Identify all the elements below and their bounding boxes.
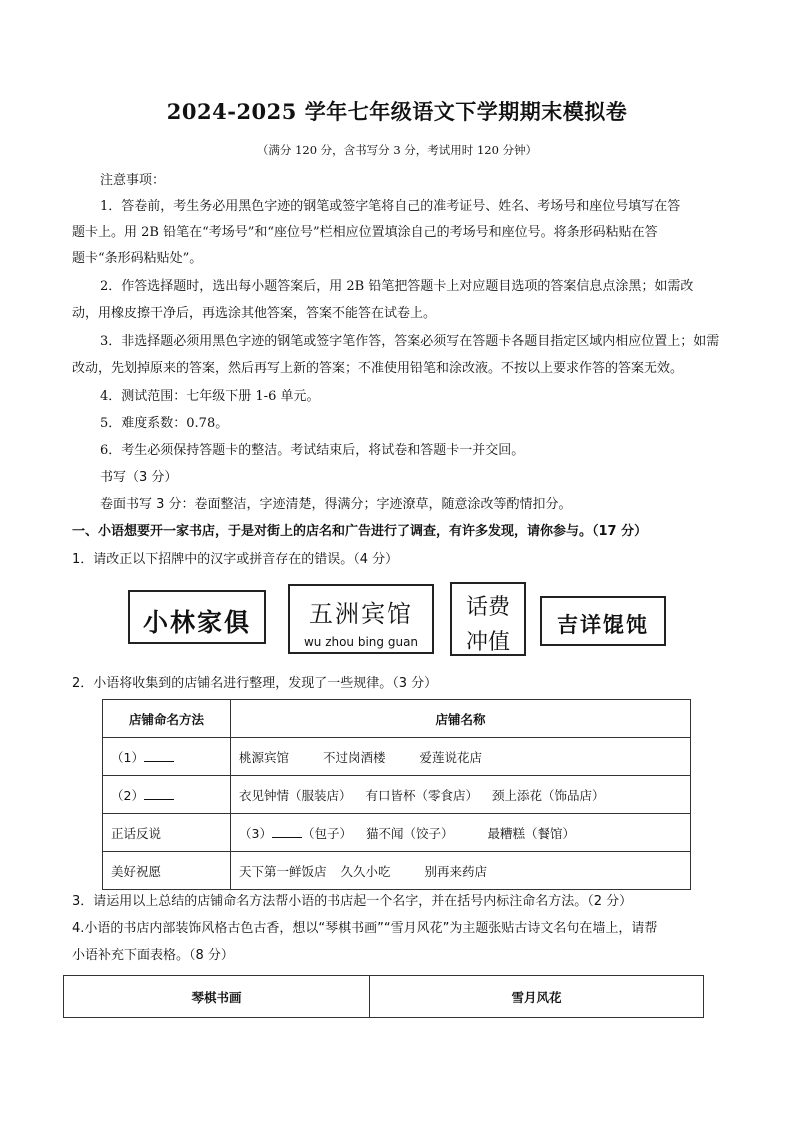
table-cell xyxy=(231,814,691,852)
store-name: （包子） xyxy=(301,825,352,841)
table-row xyxy=(103,776,691,814)
answer-blank[interactable] xyxy=(144,749,174,762)
poem-table xyxy=(63,975,704,1018)
sign-wonton xyxy=(540,596,666,646)
store-name: 桃源宾馆 xyxy=(239,749,290,765)
store-name: 别再来药店 xyxy=(424,863,488,879)
section1-heading: 一、小语想要开一家书店，于是对街上的店名和广告进行了调查，有许多发现，请你参与。（17 分） xyxy=(72,524,648,539)
store-name: 衣见钟情（服装店） xyxy=(239,787,352,803)
sign-text: 小林家俱 xyxy=(142,608,251,637)
notice-line: 6．考生必须保持答题卡的整洁。考试结束后，将试卷和答题卡一并交回。 xyxy=(100,443,525,458)
notice-heading: 注意事项： xyxy=(100,173,166,188)
signboards xyxy=(120,576,676,664)
notice-line: 1．答卷前，考生务必用黑色字迹的钢笔或签字笔将自己的准考证号、姓名、考场号和座位号填写在答 xyxy=(100,199,681,214)
table-cell xyxy=(231,776,691,814)
table-header: 店铺名称 xyxy=(231,700,691,738)
q1-text: 1．请改正以下招牌中的汉字或拼音存在的错误。（4 分） xyxy=(72,552,399,567)
table-header: 雪月风花 xyxy=(370,976,704,1018)
table-row xyxy=(103,738,691,776)
store-name: 久久小吃 xyxy=(340,863,391,879)
store-name: 有口皆杯（零食店） xyxy=(365,787,479,803)
page-subtitle: （满分 120 分，含书写分 3 分，考试用时 120 分钟） xyxy=(256,143,538,157)
store-name: 颈上添花（饰品店） xyxy=(492,787,605,803)
table-row xyxy=(103,852,691,890)
table-cell xyxy=(231,852,691,890)
notice-line: 题卡“条形码粘贴处”。 xyxy=(72,251,203,266)
table-cell xyxy=(231,738,691,776)
notice-line: 3．非选择题必须用黑色字迹的钢笔或签字笔作答，答案必须写在答题卡各题目指定区域内相应位置上；如需 xyxy=(100,334,720,349)
sign-text: 吉详馄饨 xyxy=(557,613,649,637)
notice-line: 4．测试范围：七年级下册 1-6 单元。 xyxy=(100,389,320,404)
writing-text: 卷面书写 3 分：卷面整洁，字迹清楚，得满分；字迹潦草，随意涂改等酌情扣分。 xyxy=(100,497,572,512)
store-name: 不过岗酒楼 xyxy=(323,749,386,765)
notice-line: 改动，先划掉原来的答案，然后再写上新的答案；不准使用铅笔和涂改液。不按以上要求作答的答案无效。 xyxy=(72,361,684,376)
blank-label: （3） xyxy=(239,825,272,841)
sign-text: 冲值 xyxy=(465,630,510,655)
table-row xyxy=(103,814,691,852)
sign-text: 话费 xyxy=(465,595,510,620)
method-label: （1） xyxy=(111,749,144,765)
q2-text: 2．小语将收集到的店铺名进行整理，发现了一些规律。（3 分） xyxy=(72,676,438,691)
notice-line: 动，用橡皮擦干净后，再选涂其他答案，答案不能答在试卷上。 xyxy=(72,306,437,321)
table-cell xyxy=(103,776,231,814)
sign-phone xyxy=(450,582,526,656)
sign-furniture xyxy=(128,590,266,644)
sign-pinyin: wu zhou bing guan xyxy=(303,635,419,649)
q3-text: 3．请运用以上总结的店铺命名方法帮小语的书店起一个名字，并在括号内标注命名方法。（2 分） xyxy=(72,894,633,909)
writing-heading: 书写（3 分） xyxy=(100,470,178,485)
store-name: 最糟糕（餐馆） xyxy=(487,825,575,841)
table-cell xyxy=(103,738,231,776)
page-title: 2024-2025 学年七年级语文下学期期末模拟卷 xyxy=(166,99,628,124)
q4-line: 4.小语的书店内部装饰风格古色古香，想以“琴棋书画”“雪月风花”为主题张贴古诗文名句在墙上，请帮 xyxy=(72,921,658,936)
table-header: 店铺命名方法 xyxy=(103,700,231,738)
answer-blank[interactable] xyxy=(272,825,302,838)
method-label: （2） xyxy=(111,787,144,803)
sign-text: 五洲宾馆 xyxy=(309,600,413,628)
table-header: 琴棋书画 xyxy=(64,976,370,1018)
store-name: 爱莲说花店 xyxy=(419,749,483,765)
naming-table xyxy=(102,699,691,890)
q4-line: 小语补充下面表格。（8 分） xyxy=(72,948,234,963)
notice-line: 2．作答选择题时，选出每小题答案后，用 2B 铅笔把答题卡上对应题目选项的答案信息点涂黑；如需改 xyxy=(100,279,694,294)
sign-hotel xyxy=(288,584,434,654)
table-cell: 美好祝愿 xyxy=(103,852,231,890)
store-name: 猫不闻（饺子） xyxy=(365,825,454,841)
answer-blank[interactable] xyxy=(144,787,174,800)
store-name: 天下第一鲜饭店 xyxy=(239,863,327,879)
notice-line: 5．难度系数：0.78。 xyxy=(100,416,229,431)
table-cell: 正话反说 xyxy=(103,814,231,852)
notice-line: 题卡上。用 2B 铅笔在“考场号”和“座位号”栏相应位置填涂自己的考场号和座位号。将条形码粘贴在答 xyxy=(72,225,658,240)
table-header-row xyxy=(64,976,704,1018)
table-header-row xyxy=(103,700,691,738)
